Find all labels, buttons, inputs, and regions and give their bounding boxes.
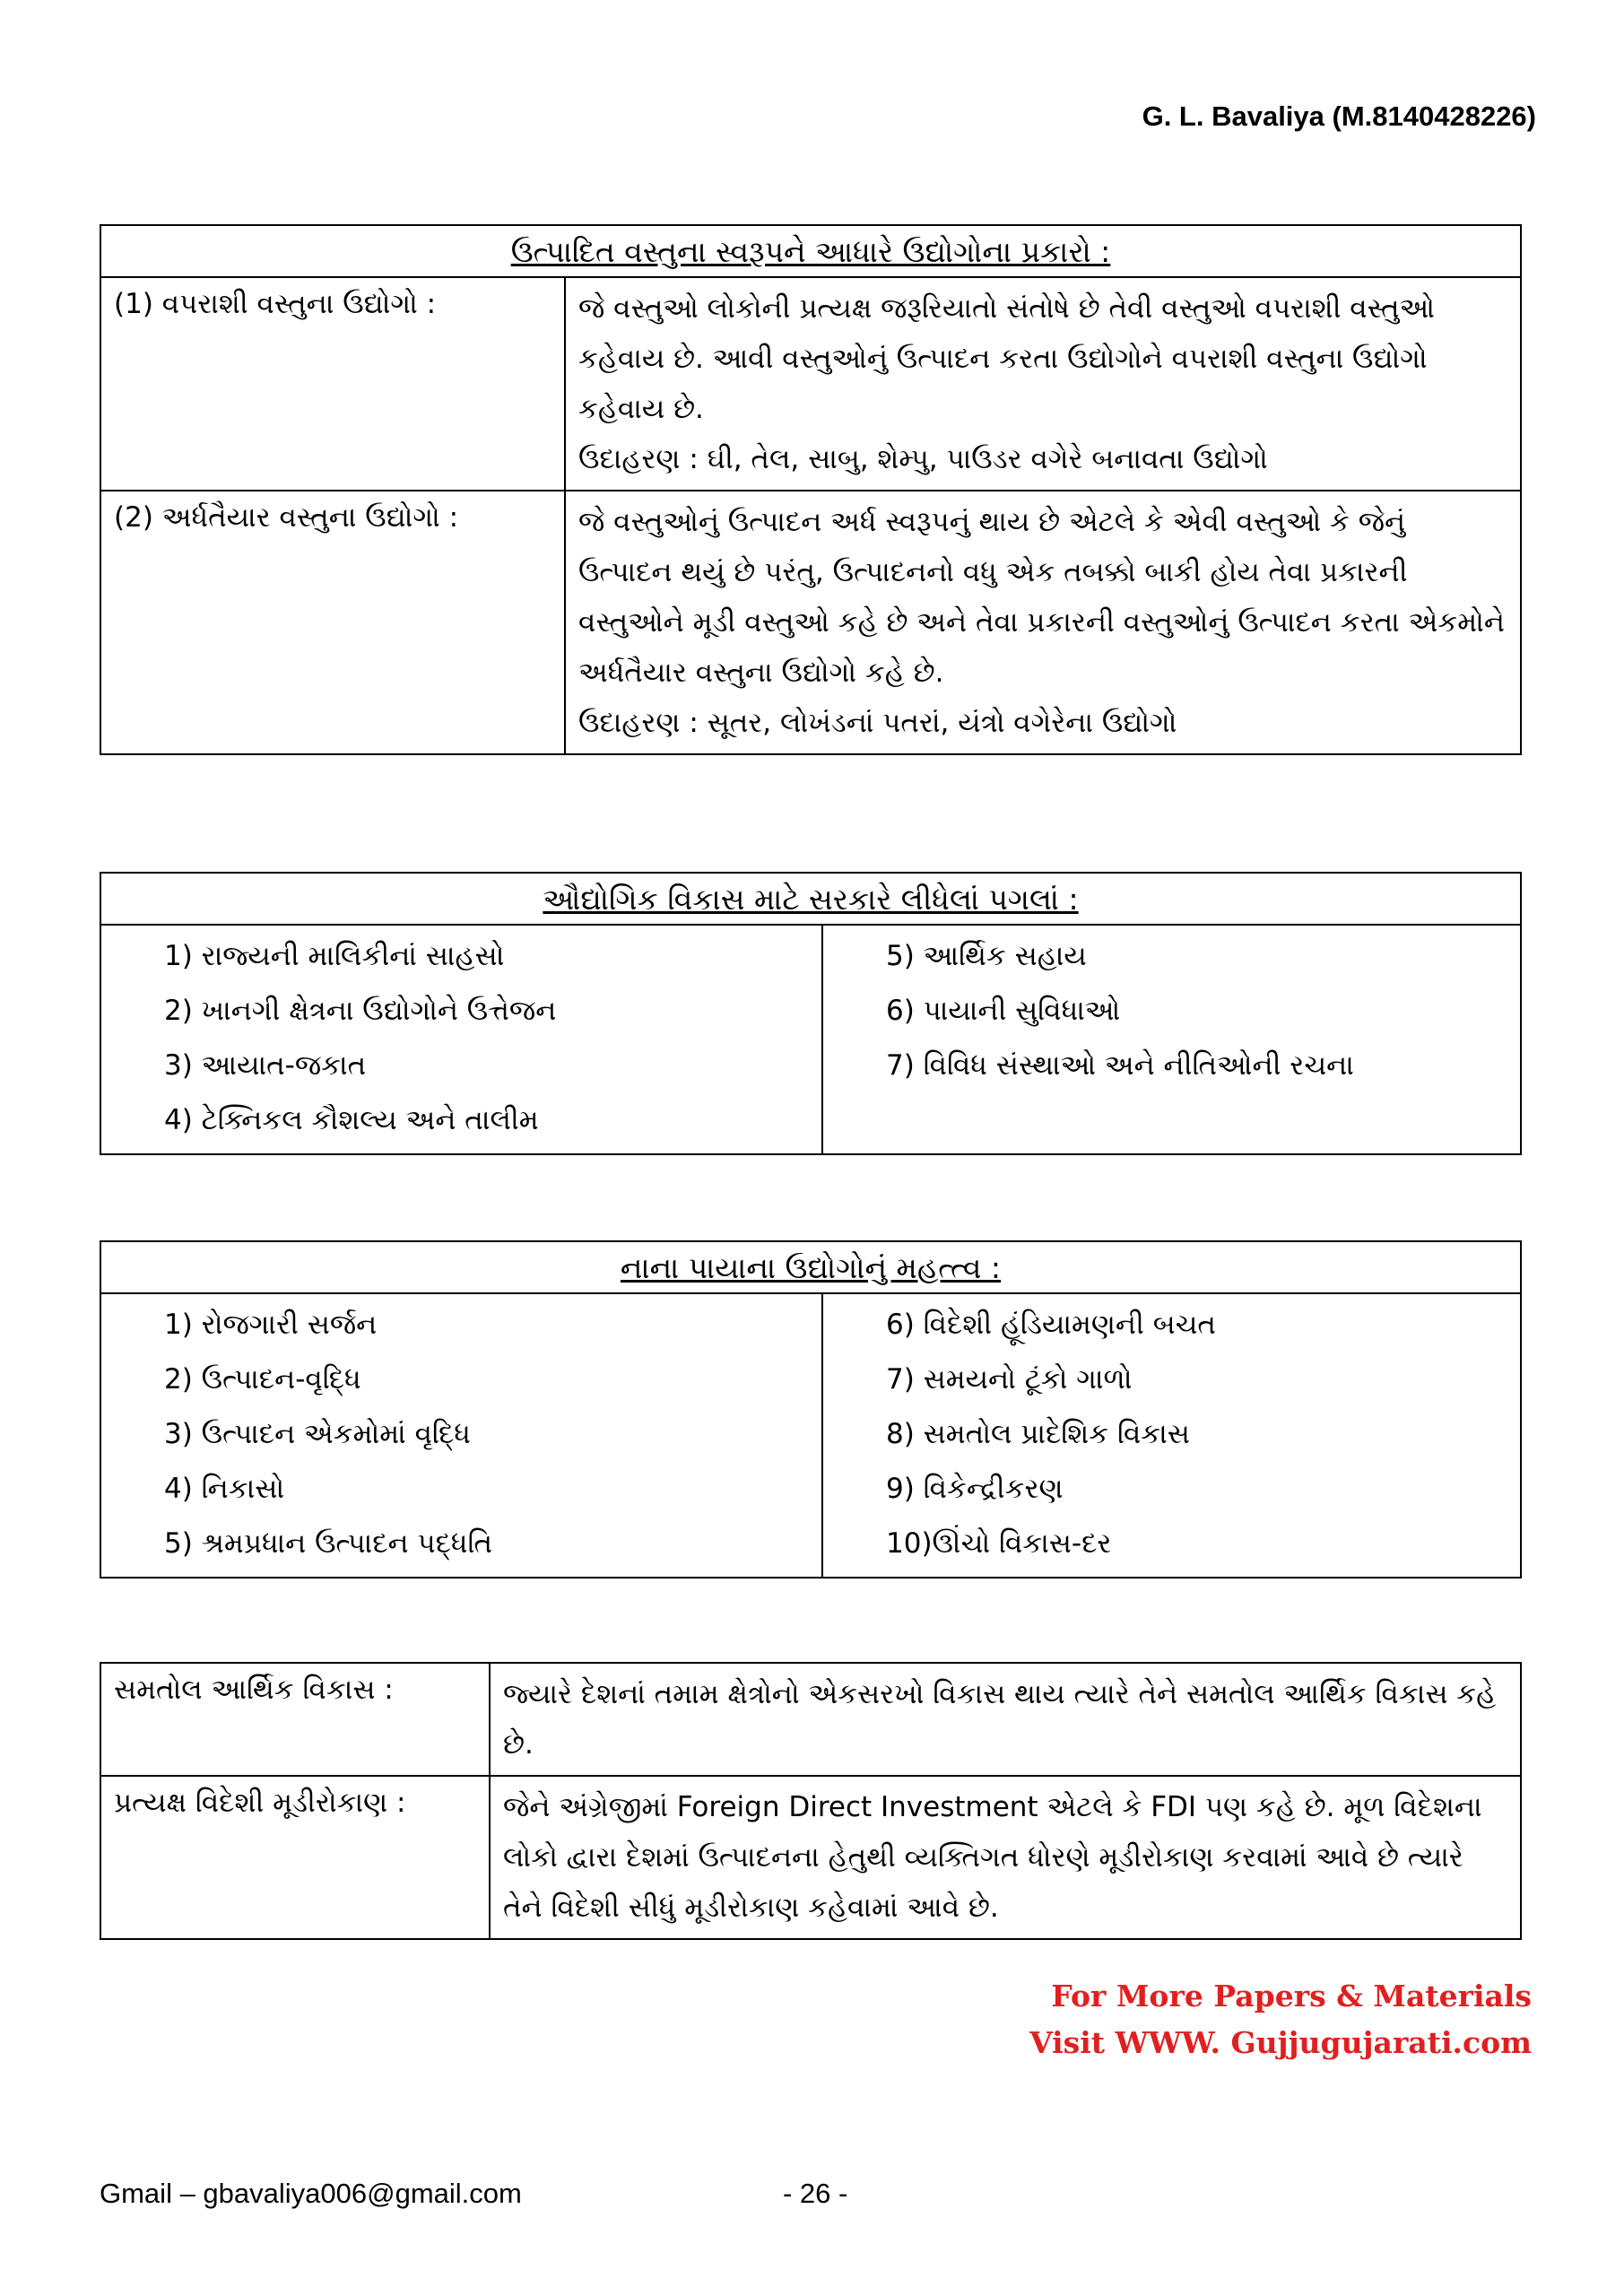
list-item: 2) ખાનગી ક્ષેત્રના ઉદ્યોગોને ઉત્તેજન: [164, 995, 557, 1027]
table-row: [100, 1663, 1521, 1776]
table-row: [100, 1776, 1521, 1939]
definition-text: જે વસ્તુઓ લોકોની પ્રત્યક્ષ જરૂરિયાતો સંતોષે છે તેવી વસ્તુઓ વપરાશી વસ્તુઓ કહેવાય છે. આવી વસ્તુઓનું ઉત્પાદન કરતા ઉદ્યોગોને વપરાશી વસ્તુના ઉદ્યોગો કહેવાય છે.: [578, 292, 1435, 425]
list-item: 9) વિકેન્દ્રીકરણ: [886, 1473, 1064, 1505]
page-number: - 26 -: [783, 2178, 848, 2209]
promo-text: [1029, 1973, 1532, 2066]
list-item: 1) રોજગારી સર્જન: [164, 1309, 378, 1341]
term-semi-finished-goods: (2) અર્ધતૈયાર વસ્તુના ઉદ્યોગો :: [100, 491, 565, 754]
small-scale-importance-table: [100, 1240, 1522, 1578]
list-item: 4) નિકાસો: [164, 1473, 285, 1505]
govt-steps-title: ઔદ્યોગિક વિકાસ માટે સરકારે લીધેલાં પગલાં :: [100, 873, 1521, 925]
term-fdi: પ્રત્યક્ષ વિદેશી મૂડીરોકાણ :: [100, 1776, 490, 1939]
govt-steps-left-column: [100, 925, 822, 1154]
list-item: 1) રાજ્યની માલિકીનાં સાહસો: [164, 940, 505, 972]
industry-types-table: [100, 224, 1522, 755]
importance-left-column: [100, 1293, 822, 1578]
small-scale-importance-title: નાના પાયાના ઉદ્યોગોનું મહત્ત્વ :: [100, 1241, 1521, 1293]
promo-line-2: Visit WWW. Gujjugujarati.com: [1029, 2025, 1532, 2060]
definitions-table: [100, 1662, 1522, 1940]
table-row: [100, 277, 1521, 491]
definition-consumer-goods: [565, 277, 1521, 491]
list-item: 3) આયાત-જકાત: [164, 1049, 367, 1082]
definition-text: જે વસ્તુઓનું ઉત્પાદન અર્ધ સ્વરૂપનું થાય છે એટલે કે એવી વસ્તુઓ કે જેનું ઉત્પાદન થયું છે પરંતુ, ઉત્પાદનનો વધુ એક તબક્કો બાકી હોય તેવા પ્રકારની વસ્તુઓને મૂડી વસ્તુઓ કહે છે અને તેવા પ્રકારની વસ્તુઓનું ઉત્પાદન કરતા એકમોને અર્ધતૈયાર વસ્તુના ઉદ્યોગો કહે છે.: [578, 506, 1505, 689]
example-text: ઉદાહરણ : ઘી, તેલ, સાબુ, શેમ્પુ, પાઉડર વગેરે બનાવતા ઉદ્યોગો: [578, 443, 1268, 475]
list-item: 6) પાયાની સુવિધાઓ: [886, 995, 1121, 1027]
importance-right-column: [822, 1293, 1521, 1578]
list-item: 8) સમતોલ પ્રાદેશિક વિકાસ: [886, 1418, 1190, 1450]
term-consumer-goods: (1) વપરાશી વસ્તુના ઉદ્યોગો :: [100, 277, 565, 491]
term-balanced-growth: સમતોલ આર્થિક વિકાસ :: [100, 1663, 490, 1776]
definition-fdi: જેને અંગ્રેજીમાં Foreign Direct Investment એટલે કે FDI પણ કહે છે. મૂળ વિદેશના લોકો દ્વારા દેશમાં ઉત્પાદનના હેતુથી વ્યક્તિગત ધોરણે મૂડીરોકાણ કરવામાં આવે છે ત્યારે તેને વિદેશી સીધું મૂડીરોકાણ કહેવામાં આવે છે.: [490, 1776, 1521, 1939]
list-item: 4) ટેક્નિકલ કૌશલ્ય અને તાલીમ: [164, 1104, 539, 1136]
list-item: 5) શ્રમપ્રધાન ઉત્પાદન પદ્ધતિ: [164, 1527, 493, 1560]
govt-steps-right-column: [822, 925, 1521, 1154]
list-item: 10)ઊંચો વિકાસ-દર: [886, 1527, 1112, 1560]
footer-email: Gmail – gbavaliya006@gmail.com: [100, 2178, 522, 2209]
example-text: ઉદાહરણ : સૂતર, લોખંડનાં પતરાં, યંત્રો વગેરેના ઉદ્યોગો: [578, 707, 1177, 739]
definition-balanced-growth: જ્યારે દેશનાં તમામ ક્ષેત્રોનો એકસરખો વિકાસ થાય ત્યારે તેને સમતોલ આર્થિક વિકાસ કહે છે.: [490, 1663, 1521, 1776]
list-item: 5) આર્થિક સહાય: [886, 940, 1087, 972]
definition-semi-finished-goods: [565, 491, 1521, 754]
list-item: 6) વિદેશી હૂંડિયામણની બચત: [886, 1309, 1216, 1341]
govt-steps-table: [100, 872, 1522, 1155]
list-item: 7) વિવિધ સંસ્થાઓ અને નીતિઓની રચના: [886, 1049, 1354, 1082]
promo-line-1: For More Papers & Materials: [1051, 1979, 1532, 2013]
industry-types-title: ઉત્પાદિત વસ્તુના સ્વરૂપને આધારે ઉદ્યોગોના પ્રકારો :: [100, 225, 1521, 277]
table-row: [100, 491, 1521, 754]
list-item: 2) ઉત્પાદન-વૃદ્ધિ: [164, 1363, 361, 1396]
list-item: 3) ઉત્પાદન એકમોમાં વૃદ્ધિ: [164, 1418, 471, 1450]
list-item: 7) સમયનો ટૂંકો ગાળો: [886, 1363, 1133, 1396]
header-author: G. L. Bavaliya (M.8140428226): [1142, 100, 1536, 132]
